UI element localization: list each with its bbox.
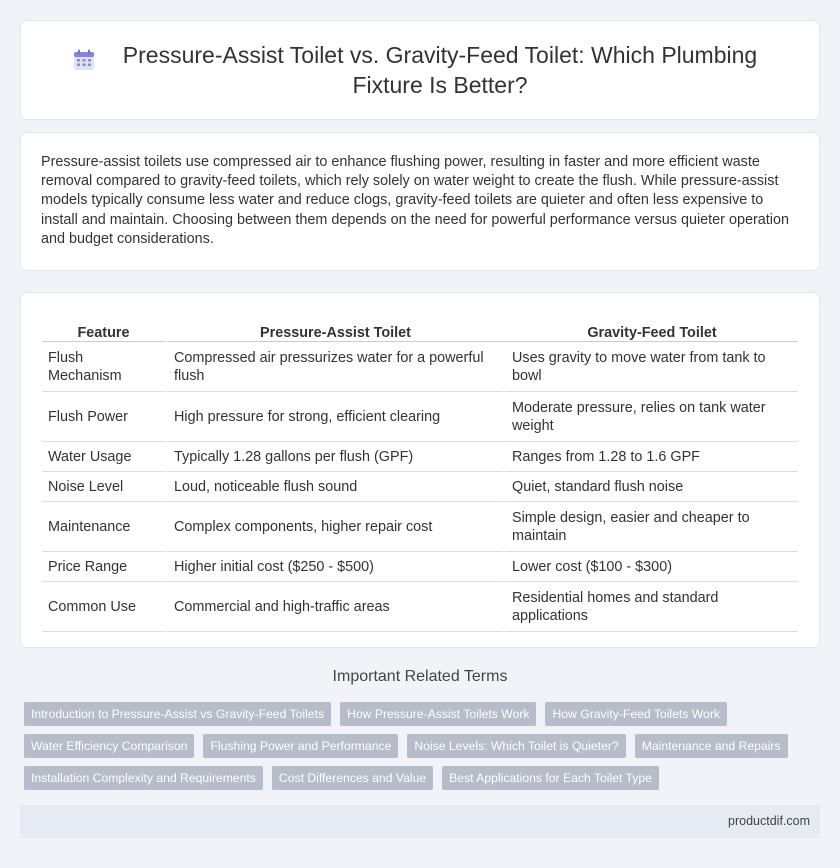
table-row <box>42 502 798 552</box>
related-term-tag[interactable]: Installation Complexity and Requirements <box>24 766 263 790</box>
related-term-tag[interactable]: How Pressure-Assist Toilets Work <box>340 702 536 726</box>
table-cell: Loud, noticeable flush sound <box>165 472 503 502</box>
footer-site[interactable]: productdif.com <box>728 814 810 828</box>
table-cell: Moderate pressure, relies on tank water weight <box>503 392 798 442</box>
column-header: Gravity-Feed Toilet <box>503 313 798 342</box>
page-title: Pressure-Assist Toilet vs. Gravity-Feed Toilet: Which Plumbing Fixture Is Better? <box>122 42 758 98</box>
related-term-tag[interactable]: Noise Levels: Which Toilet is Quieter? <box>407 734 625 758</box>
table-cell: Residential homes and standard applications <box>503 582 798 632</box>
table-cell: Noise Level <box>42 472 165 502</box>
header-card <box>20 20 820 120</box>
related-term-tag[interactable]: Best Applications for Each Toilet Type <box>442 766 659 790</box>
related-term-tag[interactable]: Cost Differences and Value <box>272 766 433 790</box>
table-cell: Flush Mechanism <box>42 342 165 392</box>
related-term-tag[interactable]: Maintenance and Repairs <box>635 734 788 758</box>
table-header-row <box>42 313 798 342</box>
comparison-card <box>20 292 820 648</box>
table-cell: Higher initial cost ($250 - $500) <box>165 552 503 582</box>
table-cell: Water Usage <box>42 442 165 472</box>
table-cell: Ranges from 1.28 to 1.6 GPF <box>503 442 798 472</box>
table-cell: Lower cost ($100 - $300) <box>503 552 798 582</box>
intro-paragraph: Pressure-assist toilets use compressed air to enhance flushing power, resulting in faster and more efficient waste removal compared to gravity-feed toilets, which rely solely on water weight to create the flush. While pressure-assist models typically consume less water and reduce clogs, gravity-feed toilets are quieter and often less expensive to install and maintain. Choosing between them depends on the need for powerful performance versus quieter operation and budget considerations. <box>41 154 789 247</box>
table-cell: High pressure for strong, efficient clearing <box>165 392 503 442</box>
table-cell: Maintenance <box>42 502 165 552</box>
related-term-tag[interactable]: How Gravity-Feed Toilets Work <box>545 702 727 726</box>
related-terms-tags <box>24 702 814 798</box>
table-row <box>42 342 798 392</box>
table-row <box>42 392 798 442</box>
table-row <box>42 442 798 472</box>
calendar-icon <box>73 49 95 71</box>
table-row <box>42 472 798 502</box>
table-cell: Simple design, easier and cheaper to maintain <box>503 502 798 552</box>
table-cell: Common Use <box>42 582 165 632</box>
related-term-tag[interactable]: Flushing Power and Performance <box>203 734 398 758</box>
table-cell: Commercial and high-traffic areas <box>165 582 503 632</box>
table-cell: Complex components, higher repair cost <box>165 502 503 552</box>
intro-card <box>20 132 820 271</box>
related-term-tag[interactable]: Introduction to Pressure-Assist vs Gravity-Feed Toilets <box>24 702 331 726</box>
table-cell: Typically 1.28 gallons per flush (GPF) <box>165 442 503 472</box>
table-row <box>42 582 798 632</box>
table-cell: Quiet, standard flush noise <box>503 472 798 502</box>
table-cell: Flush Power <box>42 392 165 442</box>
table-cell: Uses gravity to move water from tank to bowl <box>503 342 798 392</box>
table-cell: Price Range <box>42 552 165 582</box>
table-cell: Compressed air pressurizes water for a powerful flush <box>165 342 503 392</box>
related-term-tag[interactable]: Water Efficiency Comparison <box>24 734 194 758</box>
related-terms-title: Important Related Terms <box>332 668 508 685</box>
comparison-table <box>42 313 798 632</box>
column-header: Feature <box>42 313 165 342</box>
column-header: Pressure-Assist Toilet <box>165 313 503 342</box>
footer <box>20 805 820 838</box>
table-row <box>42 552 798 582</box>
